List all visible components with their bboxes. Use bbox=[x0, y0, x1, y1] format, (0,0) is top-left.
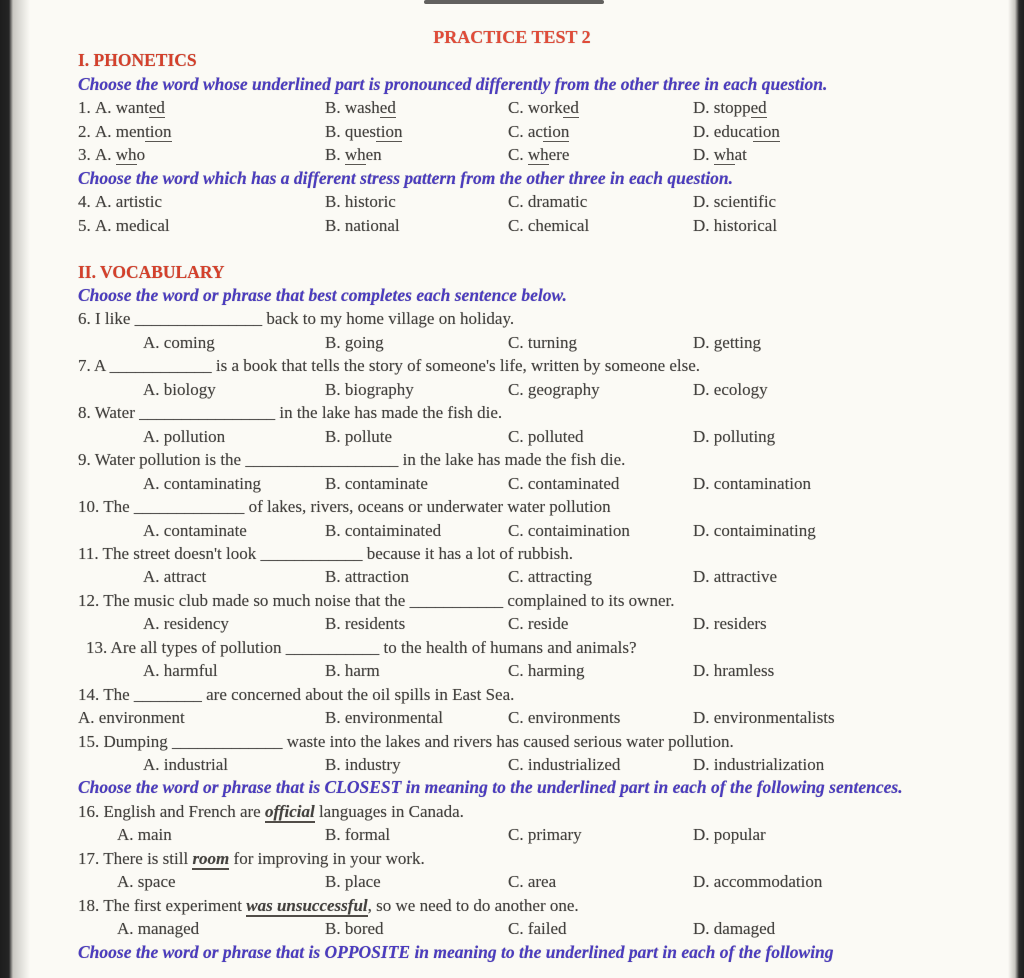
underlined-part: wh bbox=[713, 145, 735, 165]
option-label: C. bbox=[508, 426, 528, 446]
option-word: going bbox=[344, 332, 384, 352]
option-label: B. bbox=[325, 614, 345, 634]
option-word: damaged bbox=[713, 919, 776, 939]
underlined-part: ed bbox=[148, 98, 165, 118]
option-word: contaminate bbox=[344, 473, 428, 493]
answer-option bbox=[78, 519, 325, 542]
option-word: harm bbox=[344, 661, 380, 681]
answer-option bbox=[693, 425, 1006, 448]
option-label: D. bbox=[693, 825, 714, 845]
option-word: place bbox=[344, 872, 381, 892]
answer-option bbox=[693, 706, 1006, 729]
option-word: educa bbox=[713, 121, 754, 141]
answer-option bbox=[693, 753, 1006, 776]
answer-option bbox=[325, 565, 508, 588]
option-word: polluting bbox=[713, 426, 776, 446]
answer-option bbox=[508, 870, 693, 893]
question-text bbox=[78, 589, 1006, 612]
underlined-part: tion bbox=[542, 121, 570, 141]
sentence-segment: for improving in your work. bbox=[229, 848, 425, 868]
answer-options-row bbox=[78, 753, 1006, 776]
option-label: D. bbox=[693, 520, 714, 540]
answer-options-row bbox=[78, 472, 1006, 495]
answer-options-row bbox=[78, 706, 1006, 729]
option-word: managed bbox=[137, 919, 200, 939]
option-label: A. bbox=[143, 426, 164, 446]
answer-option bbox=[693, 659, 1006, 682]
option-word: contamination bbox=[713, 473, 812, 493]
option-word: harmful bbox=[163, 661, 218, 681]
option-word: geography bbox=[527, 379, 600, 399]
answer-option bbox=[508, 565, 693, 588]
answer-option bbox=[78, 659, 325, 682]
answer-option bbox=[325, 425, 508, 448]
answer-option bbox=[693, 565, 1006, 588]
instruction-line: Choose the word whose underlined part is pronounced differently from the other three in each question. bbox=[78, 73, 828, 94]
answer-option bbox=[508, 659, 693, 682]
underlined-part: tion bbox=[145, 121, 172, 141]
option-label: A. bbox=[143, 379, 164, 399]
option-word: historical bbox=[713, 215, 778, 235]
answer-option bbox=[78, 870, 325, 893]
question-text bbox=[78, 307, 1006, 330]
answer-option bbox=[325, 96, 508, 119]
section-heading: II. VOCABULARY bbox=[78, 261, 225, 282]
sentence-segment: languages in Canada. bbox=[314, 801, 464, 821]
instruction-line: Choose the word or phrase that best completes each sentence below. bbox=[78, 284, 567, 305]
question-row bbox=[78, 120, 1006, 143]
question-row bbox=[78, 143, 1006, 166]
option-label: A. bbox=[95, 215, 116, 235]
option-label: B. bbox=[325, 332, 345, 352]
option-word: residents bbox=[344, 614, 406, 634]
option-label: A. bbox=[95, 145, 116, 165]
answer-option bbox=[325, 706, 508, 729]
sentence-segment: 8. Water ________________ in the lake has made the fish die. bbox=[78, 403, 503, 423]
answer-option bbox=[508, 190, 693, 213]
option-word: contaimination bbox=[527, 520, 630, 540]
option-label: B. bbox=[325, 379, 345, 399]
sentence-segment: 14. The ________ are concerned about the oil spills in East Sea. bbox=[78, 684, 515, 704]
option-label: B. bbox=[325, 661, 345, 681]
answer-option bbox=[693, 612, 1006, 635]
option-label: C. bbox=[508, 708, 528, 728]
question-text bbox=[78, 354, 1006, 377]
option-label: D. bbox=[693, 755, 714, 775]
option-label: C. bbox=[508, 614, 528, 634]
option-word: scientific bbox=[713, 192, 777, 212]
option-label: A. bbox=[117, 825, 138, 845]
option-label: D. bbox=[693, 145, 714, 165]
underlined-part: tion bbox=[753, 121, 780, 141]
option-word: reside bbox=[527, 614, 569, 634]
option-label: A. bbox=[95, 98, 116, 118]
option-label: B. bbox=[325, 215, 345, 235]
underlined-part: ed bbox=[562, 98, 579, 118]
option-label: C. bbox=[508, 567, 528, 587]
answer-option bbox=[325, 753, 508, 776]
option-word: environmentalists bbox=[713, 708, 835, 728]
option-label: D. bbox=[693, 98, 714, 118]
option-word: accommodation bbox=[713, 872, 823, 892]
answer-option bbox=[325, 331, 508, 354]
option-word: contaiminated bbox=[344, 520, 442, 540]
option-word: work bbox=[527, 98, 563, 118]
answer-option bbox=[78, 612, 325, 635]
sentence-segment: 6. I like _______________ back to my home village on holiday. bbox=[78, 309, 515, 329]
option-label: C. bbox=[508, 332, 528, 352]
sentence-segment: 13. Are all types of pollution ___________ to the health of humans and animals? bbox=[86, 637, 637, 657]
answer-option bbox=[693, 331, 1006, 354]
answer-options-row bbox=[78, 378, 1006, 401]
option-label: C. bbox=[508, 145, 528, 165]
sentence-segment: 7. A ____________ is a book that tells the story of someone's life, written by someone else. bbox=[78, 356, 701, 376]
option-word: formal bbox=[344, 825, 391, 845]
option-label: C. bbox=[508, 825, 528, 845]
underlined-part: wh bbox=[344, 145, 366, 165]
question-text bbox=[78, 800, 1006, 823]
answer-option bbox=[325, 612, 508, 635]
option-label: B. bbox=[325, 708, 345, 728]
option-label: C. bbox=[508, 215, 528, 235]
question-text bbox=[78, 495, 1006, 518]
question-row bbox=[78, 190, 1006, 213]
answer-option bbox=[325, 120, 508, 143]
answer-option bbox=[508, 425, 693, 448]
question-number: 2. bbox=[78, 121, 95, 141]
option-word: contaminating bbox=[163, 473, 262, 493]
option-word: dramatic bbox=[527, 192, 588, 212]
option-label: A. bbox=[143, 332, 164, 352]
option-label: D. bbox=[693, 567, 714, 587]
option-word: failed bbox=[527, 919, 567, 939]
answer-option bbox=[325, 823, 508, 846]
option-word: industry bbox=[344, 755, 401, 775]
underlined-part: wh bbox=[115, 145, 137, 165]
answer-options-row bbox=[78, 425, 1006, 448]
answer-option bbox=[508, 519, 693, 542]
option-label: C. bbox=[508, 755, 528, 775]
sentence-segment: 17. There is still bbox=[78, 848, 193, 868]
answer-option bbox=[325, 472, 508, 495]
option-word: artistic bbox=[115, 192, 163, 212]
sentence-segment: 10. The _____________ of lakes, rivers, oceans or underwater water pollution bbox=[78, 497, 611, 517]
underlined-word: room bbox=[192, 848, 230, 868]
document-content bbox=[78, 49, 1006, 964]
option-label: C. bbox=[508, 872, 528, 892]
option-label: A. bbox=[143, 520, 164, 540]
option-word: environment bbox=[98, 708, 185, 728]
option-label: D. bbox=[693, 215, 714, 235]
answer-option bbox=[693, 378, 1006, 401]
answer-options-row bbox=[78, 331, 1006, 354]
option-word: wash bbox=[344, 98, 380, 118]
option-word: space bbox=[137, 872, 176, 892]
underlined-part: wh bbox=[527, 145, 549, 165]
option-word: turning bbox=[527, 332, 577, 352]
option-word: primary bbox=[527, 825, 582, 845]
option-word: bored bbox=[344, 919, 384, 939]
option-label: C. bbox=[508, 121, 528, 141]
answer-option bbox=[78, 143, 325, 166]
answer-option bbox=[78, 753, 325, 776]
answer-option bbox=[325, 378, 508, 401]
underlined-part: tion bbox=[376, 121, 403, 141]
option-word: national bbox=[344, 215, 400, 235]
answer-options-row bbox=[78, 823, 1006, 846]
option-label: B. bbox=[325, 825, 345, 845]
option-word: stopp bbox=[713, 98, 751, 118]
option-word: ques bbox=[344, 121, 377, 141]
answer-option bbox=[508, 753, 693, 776]
option-label: B. bbox=[325, 755, 345, 775]
answer-options-row bbox=[78, 612, 1006, 635]
option-label: B. bbox=[325, 145, 345, 165]
option-word: biography bbox=[344, 379, 414, 399]
answer-option bbox=[693, 214, 1006, 237]
option-word: medical bbox=[115, 215, 170, 235]
answer-option bbox=[325, 519, 508, 542]
answer-option bbox=[78, 706, 325, 729]
underlined-part: ed bbox=[379, 98, 396, 118]
option-word: o bbox=[136, 145, 146, 165]
answer-option bbox=[78, 565, 325, 588]
option-label: D. bbox=[693, 661, 714, 681]
option-label: A. bbox=[95, 192, 116, 212]
question-row bbox=[78, 214, 1006, 237]
option-label: C. bbox=[508, 192, 528, 212]
answer-option bbox=[693, 472, 1006, 495]
option-label: D. bbox=[693, 473, 714, 493]
option-label: A. bbox=[143, 614, 164, 634]
answer-option bbox=[508, 823, 693, 846]
option-label: A. bbox=[143, 755, 164, 775]
option-word: popular bbox=[713, 825, 766, 845]
answer-option bbox=[693, 190, 1006, 213]
option-word: at bbox=[734, 145, 747, 165]
answer-option bbox=[325, 870, 508, 893]
sentence-segment: 18. The first experiment bbox=[78, 895, 247, 915]
answer-option bbox=[325, 143, 508, 166]
option-label: D. bbox=[693, 426, 714, 446]
question-text bbox=[78, 683, 1006, 706]
option-label: C. bbox=[508, 98, 528, 118]
answer-options-row bbox=[78, 917, 1006, 940]
option-word: area bbox=[527, 872, 557, 892]
underlined-word: was unsuccessful bbox=[246, 895, 368, 915]
option-label: C. bbox=[508, 473, 528, 493]
option-label: D. bbox=[693, 379, 714, 399]
question-text bbox=[78, 894, 1006, 917]
question-row bbox=[78, 96, 1006, 119]
option-label: B. bbox=[325, 426, 345, 446]
option-label: A. bbox=[117, 872, 138, 892]
answer-option bbox=[508, 120, 693, 143]
answer-option bbox=[508, 143, 693, 166]
answer-option bbox=[693, 143, 1006, 166]
answer-option bbox=[508, 917, 693, 940]
answer-option bbox=[78, 214, 325, 237]
answer-option bbox=[325, 659, 508, 682]
answer-option bbox=[78, 190, 325, 213]
question-text bbox=[78, 401, 1006, 424]
sentence-segment: 12. The music club made so much noise that the ___________ complained to its owner. bbox=[78, 590, 675, 610]
sentence-segment: 11. The street doesn't look ____________ because it has a lot of rubbish. bbox=[78, 543, 574, 563]
instruction-line: Choose the word which has a different stress pattern from the other three in each question. bbox=[78, 167, 734, 188]
option-word: residency bbox=[163, 614, 229, 634]
option-word: want bbox=[115, 98, 149, 118]
option-word: residers bbox=[713, 614, 767, 634]
answer-option bbox=[508, 706, 693, 729]
option-label: A. bbox=[143, 473, 164, 493]
answer-options-row bbox=[78, 565, 1006, 588]
option-label: C. bbox=[508, 379, 528, 399]
option-word: harming bbox=[527, 661, 585, 681]
option-label: A. bbox=[95, 121, 116, 141]
option-word: ac bbox=[527, 121, 543, 141]
section-heading: I. PHONETICS bbox=[78, 50, 197, 71]
option-word: pollute bbox=[344, 426, 393, 446]
answer-option bbox=[78, 378, 325, 401]
answer-options-row bbox=[78, 659, 1006, 682]
option-word: ecology bbox=[713, 379, 768, 399]
instruction-line: Choose the word or phrase that is CLOSEST in meaning to the underlined part in each of the following sentences. bbox=[78, 777, 903, 798]
underlined-part: ed bbox=[750, 98, 767, 118]
question-text bbox=[78, 847, 1006, 870]
option-label: D. bbox=[693, 332, 714, 352]
answer-option bbox=[693, 519, 1006, 542]
question-number: 5. bbox=[78, 215, 95, 235]
answer-option bbox=[325, 917, 508, 940]
option-word: contaiminating bbox=[713, 520, 816, 540]
answer-option bbox=[508, 472, 693, 495]
option-word: historic bbox=[344, 192, 396, 212]
sentence-segment: , so we need to do another one. bbox=[367, 895, 579, 915]
answer-option bbox=[78, 96, 325, 119]
option-label: A. bbox=[78, 708, 99, 728]
question-number: 1. bbox=[78, 98, 95, 118]
answer-option bbox=[508, 96, 693, 119]
sentence-segment: 16. English and French are bbox=[78, 801, 265, 821]
option-word: getting bbox=[713, 332, 761, 352]
option-label: A. bbox=[143, 661, 164, 681]
option-label: D. bbox=[693, 872, 714, 892]
option-label: C. bbox=[508, 520, 528, 540]
question-text bbox=[78, 542, 1006, 565]
option-label: D. bbox=[693, 192, 714, 212]
underlined-word: official bbox=[264, 801, 315, 821]
option-label: D. bbox=[693, 614, 714, 634]
option-label: A. bbox=[117, 919, 138, 939]
option-label: C. bbox=[508, 919, 528, 939]
question-text bbox=[78, 636, 1006, 659]
option-word: polluted bbox=[527, 426, 584, 446]
question-text bbox=[78, 730, 1006, 753]
option-word: environmental bbox=[344, 708, 444, 728]
option-word: contaminated bbox=[527, 473, 620, 493]
answer-options-row bbox=[78, 519, 1006, 542]
option-word: attractive bbox=[713, 567, 778, 587]
option-word: attracting bbox=[527, 567, 593, 587]
sentence-segment: 9. Water pollution is the __________________ in the lake has made the fish die. bbox=[78, 450, 626, 470]
option-word: chemical bbox=[527, 215, 590, 235]
option-word: attraction bbox=[344, 567, 410, 587]
option-word: industrialization bbox=[713, 755, 825, 775]
answer-option bbox=[693, 96, 1006, 119]
answer-option bbox=[325, 190, 508, 213]
question-text bbox=[78, 448, 1006, 471]
option-label: D. bbox=[693, 919, 714, 939]
answer-option bbox=[693, 120, 1006, 143]
answer-option bbox=[508, 331, 693, 354]
answer-option bbox=[508, 214, 693, 237]
question-number: 3. bbox=[78, 145, 95, 165]
answer-option bbox=[693, 917, 1006, 940]
answer-option bbox=[693, 823, 1006, 846]
option-label: A. bbox=[143, 567, 164, 587]
option-word: environments bbox=[527, 708, 621, 728]
option-label: D. bbox=[693, 708, 714, 728]
option-label: B. bbox=[325, 192, 345, 212]
spacer-line bbox=[78, 237, 1006, 260]
option-word: industrialized bbox=[527, 755, 621, 775]
answer-option bbox=[693, 870, 1006, 893]
answer-option bbox=[78, 823, 325, 846]
option-word: coming bbox=[163, 332, 215, 352]
answer-option bbox=[78, 120, 325, 143]
answer-option bbox=[508, 612, 693, 635]
option-label: B. bbox=[325, 473, 345, 493]
option-label: D. bbox=[693, 121, 714, 141]
option-word: biology bbox=[163, 379, 216, 399]
instruction-line: Choose the word or phrase that is OPPOSITE in meaning to the underlined part in each of the following bbox=[78, 941, 834, 962]
option-label: B. bbox=[325, 121, 345, 141]
option-label: C. bbox=[508, 661, 528, 681]
option-label: B. bbox=[325, 872, 345, 892]
answer-options-row bbox=[78, 870, 1006, 893]
option-word: attract bbox=[163, 567, 207, 587]
option-label: B. bbox=[325, 98, 345, 118]
page-title: PRACTICE TEST 2 bbox=[433, 27, 591, 47]
option-word: pollution bbox=[163, 426, 226, 446]
answer-option bbox=[508, 378, 693, 401]
option-word: main bbox=[137, 825, 172, 845]
option-word: en bbox=[365, 145, 382, 165]
answer-option bbox=[325, 214, 508, 237]
option-word: contaminate bbox=[163, 520, 247, 540]
answer-option bbox=[78, 472, 325, 495]
option-word: industrial bbox=[163, 755, 228, 775]
option-word: hramless bbox=[713, 661, 775, 681]
option-label: B. bbox=[325, 567, 345, 587]
question-number: 4. bbox=[78, 192, 95, 212]
option-label: B. bbox=[325, 919, 345, 939]
option-label: B. bbox=[325, 520, 345, 540]
option-word: men bbox=[115, 121, 146, 141]
sentence-segment: 15. Dumping _____________ waste into the lakes and rivers has caused serious water pollution. bbox=[78, 731, 734, 751]
answer-option bbox=[78, 331, 325, 354]
answer-option bbox=[78, 917, 325, 940]
answer-option bbox=[78, 425, 325, 448]
option-word: ere bbox=[548, 145, 570, 165]
